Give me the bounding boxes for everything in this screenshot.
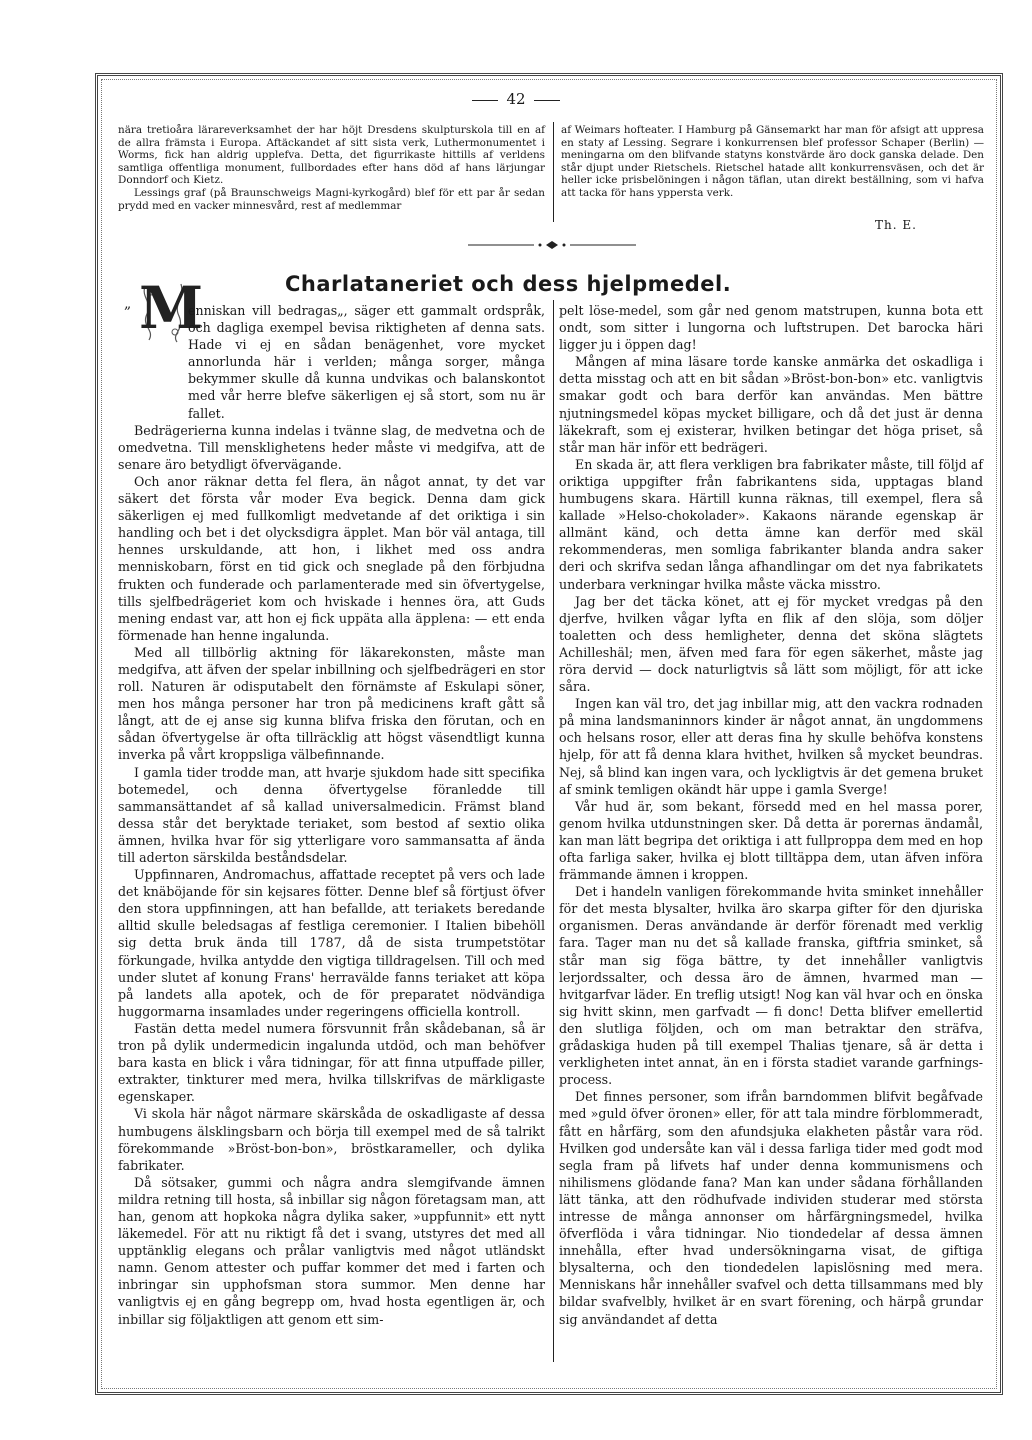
article-paragraph: Fastän detta medel numera försvunnit från skådebanan, så är tron på dylik undermedicin ingalunda utdöd, och man behöfver bara kasta en blick i våra tidningar, för att finna utpuffade piller, extrakter, tinkturer med mera, hvilka tillskrifvas de märkligaste egenskaper. [118,1020,545,1105]
article-paragraph: Och anor räknar detta fel flera, än något annat, ty det var säkert det första vår moder Eva begick. Denna dam gick säkerligen ej med fullkomligt medvetande af det oriktiga i sin handling och bet i det olycksdigra äpplet. Man bör väl antaga, till hennes urskuldande, att hon, i likhet med oss andra menniskobarn, först en tid gick och sneglade på den förbjudna frukten och funderade och parlamenterade med sin öfvertygelse, tills sjelfbedrägeriet kom och hviskade i hennes öra, att Guds mening endast var, att hon ej fick uppäta alla äpplena: — ett enda förmenade han henne ingalunda. [118,473,545,643]
article-paragraph: Med all tillbörlig aktning för läkarekonsten, måste man medgifva, att äfven der spelar inbillning och sjelfbedrägeri en stor roll. Naturen är odisputabelt den förnämste af Eskulapi söner, men hos många personer har tron på medicinens kraft gått så långt, att de ej anse sig kunna blifva friska den förutan, och en sådan öfvertygelse är ofta tillräcklig att högst väsendtligt kunna inverka på vårt kroppsliga välbefinnande. [118,644,545,763]
top-left-paragraph: Lessings graf (på Braunschweigs Magni-kyrkogård) blef för ett par år sedan prydd med en vacker minnesvård, rest af medlemmar [118,186,545,212]
article-left-column [118,302,545,1328]
top-left-column [118,124,545,212]
article-paragraph: Det finnes personer, som ifrån barndommen blifvit begåfvade med »guld öfver öronen» eller, för att tala mindre förblommeradt, fått en hårfärg, som den afundsjuka elakheten påstår vara röd. Hvilken god undersåte kan väl i dessa farliga tider med godt mod segla fram på lifvets haf under denna kommunismens och nihilismens glödande fana? Man kan under sådana förhållanden lätt tänka, att den rödhufvade individen studerar med största intresse de många annonser om hårfärgningsmedel, hvilka öfverflöda i våra tidningar. Nio tiondedelar af dessa ämnen innehålla, efter hvad undersökningarna visat, de giftiga blysalterna, och den tiondedelen lapislösning med mera. Menniskans hår innehåller svafvel och detta tillsammans med bly bildar svafvelbly, hvilket är en svart förening, och härpå grundar sig användandet af detta [559,1089,983,1327]
dash-right [534,100,560,101]
section-divider-ornament [468,240,636,250]
author-signature: Th. E. [875,218,917,232]
top-right-paragraph: af Weimars hofteater. I Hamburg på Gänsemarkt har man för afsigt att uppresa en staty af Lessing. Segrare i konkurrensen blef professor Schaper (Berlin) — meningarna om den blifvande statyns konstvärde äro dock ganska delade. Den står djupt under Rietschels. Rietschel hatade allt konkurrensväsen, och det är heller icke prisbelöningen i någon täflan, utan direkt beställning, som vi hafva att tacka för hans yppersta verk. [561,124,984,199]
opening-quote-mark: „ [124,296,132,312]
article-paragraph: I gamla tider trodde man, att hvarje sjukdom hade sitt specifika botemedel, och denna öfvertygelse föranledde till sammansättandet af så kallad universalmedicin. Främst bland dessa står det beryktade teriaket, som bestod af sextio olika ämnen, hvilka hvar för sig ytterligare voro sammansatta af ända till aderton särskilda beståndsdelar. [118,764,545,865]
article-paragraph: Jag ber det täcka könet, att ej för mycket vredgas på den djerfve, hvilken vågar lyfta en flik af den slöja, som döljer toaletten och dess hemligheter, denna det sköna slägtets Achilleshäl; men, äfven med fara för egen säkerhet, måste jag röra dervid — dock naturligtvis så lätt som möjligt, för att icke såra. [559,593,983,695]
top-right-column [561,124,984,200]
top-left-paragraph: nära tretioåra lärareverksamhet der har höjt Dresdens skulpturskola till en af de allra främsta i Europa. Aftäckandet af sitt sista verk, Luthermonumentet i Worms, fick han aldrig upplefva. Detta, det figurrikaste hittills af verldens samtliga offentliga monument, fullbordades efter hans död af hans lärjungar Donndorf och Kietz. [118,124,545,187]
top-column-rule [553,122,554,222]
article-paragraph: Ingen kan väl tro, det jag inbillar mig, att den vackra rodnaden på mina landsmaninnors kinder är något annat, än ungdommens och helsans rosor, eller att deras fina hy skulle behöfva konstens hjelp, för att få denna klara hvithet, hvilken så mycket beundras. Nej, så blind kan ingen vara, och lyckligtvis är det gemena bruket af smink temligen okändt här uppe i gamla Sverge! [559,696,983,797]
article-paragraph-first: enniskan vill bedragas„, säger ett gammalt ordspråk, och dagliga exempel bevisa riktigheten af denna sats. Hade vi ej en sådan benägenhet, vore mycket annorlunda här i verlden; många sorger, många bekymmer skulle då kunna undvikas och balanskontot med vår herre blefve säkerligen ej så stort, som nu är fallet. [188,303,545,421]
article-paragraph: pelt löse-medel, som går ned genom matstrupen, kunna bota ett ondt, som sitter i lungorna och luftstrupen. Det barocka häri ligger ju i öppen dag! [559,303,983,353]
article-paragraph: Vi skola här något närmare skärskåda de oskadligaste af dessa humbugens älsklingsbarn och börja till exempel med de så talrikt förekommande »Bröst-bon-bon», bröstkarameller, och dylika fabrikater. [118,1106,545,1173]
dash-left [472,100,498,101]
article-paragraph: Mången af mina läsare torde kanske anmärka det oskadliga i detta misstag och att en bit sådan »Bröst-bon-bon» etc. vanligtvis smakar godt och bara derför kan användas. Men bättre njutningsmedel köpas mycket billigare, och då det just är denna läkekraft, som ej existerar, hvilken betingar det höga priset, så står man här inför ett bedrägeri. [559,354,983,455]
article-paragraph: Det i handeln vanligen förekommande hvita sminket innehåller för det mesta blysalter, hvilka äro skarpa gifter för den djuriska organismen. Deras användande är derför förenadt med verklig fara. Tager man nu det så kallade franska, giftfria sminket, så står man sig föga bättre, ty det innehåller vanligtvis lerjordssalter, och dessa äro de ämnen, hvarmed man — hvitgarfvar läder. En treflig utsigt! Nog kan väl hvar och en önska sig hvitt skinn, men garfvadt — fi donc! Detta blifver emellertid den slutliga följden, och om man betraktar den sträfva, grådaskiga huden på till exempel Thalias tjenare, så är detta i verkligheten intet annat, än en i första stadiet varande garfnings-process. [559,884,983,1088]
article-paragraph: Bedrägerierna kunna indelas i tvänne slag, de medvetna och de omedvetna. Till mensklighetens heder måste vi medgifva, att de senare äro betydligt öfvervägande. [118,422,545,472]
article-paragraph: Då sötsaker, gummi och några andra slemgifvande ämnen mildra retning till hosta, så inbillar sig någon företagsam man, att han, genom att hopkoka några dylika saker, »uppfunnit» ett nytt läkemedel. För att nu riktigt få det i svang, utstyres det med all upptänklig elegans och prålar vanligtvis med något utländskt namn. Genom attester och puffar kommer det med i farten och inbringar sin upphofsman stora summor. Men denne har vanligtvis ej en gång begrepp om, hvad hosta egentligen är, och inbillar sig följaktligen att genom ett sim- [118,1174,545,1327]
article-title: Charlataneriet och dess hjelpmedel. [285,272,732,296]
article-paragraph: Vår hud är, som bekant, försedd med en hel massa porer, genom hvilka utdunstningen sker. Då detta är porernas ändamål, kan man lätt begripa det oriktiga i att fullproppa dem med en hop ofta farliga saker, hvilka ej blott tilltäppa dem, utan äfven införa främmande ämnen i kroppen. [559,798,983,883]
drop-cap-letter: M [139,274,204,342]
article-right-column [559,302,983,1328]
article-paragraph: Uppfinnaren, Andromachus, affattade receptet på vers och lade det knäböjande för sin kejsares fötter. Denne blef så förtjust öfver den stora uppfinningen, att han befallde, att teriakets beredande alltid skulle beledsagas af festliga ceremonier. I Italien bibehöll sig detta bruk ända till 1787, då de sista trumpetstötar förkungade, hvilka antydde den vigtiga tilldragelsen. Till och med under slutet af konung Frans' herravälde fanns teriaket att köpa på landets alla apotek, och de för preparatet nödvändiga huggormarna insamlades under regeringens officiella kontroll. [118,867,545,1019]
page-number-line [0,90,1032,108]
article-column-rule [553,300,554,1362]
page-number: 42 [506,90,526,108]
article-paragraph: En skada är, att flera verkligen bra fabrikater måste, till följd af oriktiga uppgifter från fabrikantens sida, upptagas bland humbugens skara. Härtill kunna räknas, till exempel, flera så kallade »Helso-chokolader». Kakaons närande egenskap är allmänt känd, och detta ämne kan derför med skäl rekommenderas, men somliga fabrikanter blanda andra saker deri och skrifva sedan långa afhandlingar om det nya fabrikatets underbara verkningar hvilka måste väcka misstro. [559,456,983,592]
